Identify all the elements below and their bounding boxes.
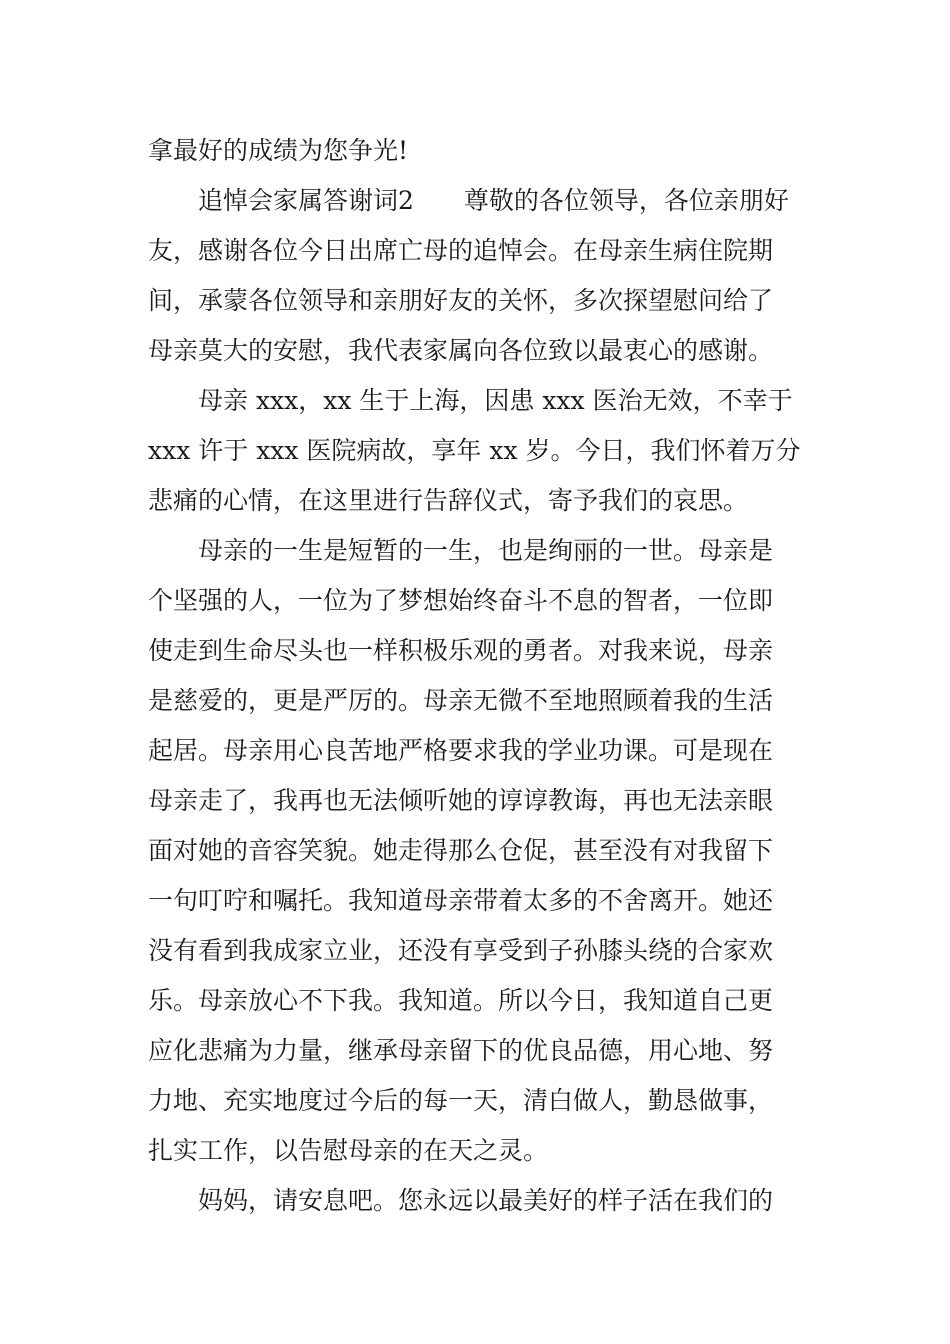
text-line: 一句叮咛和嘱托。我知道母亲带着太多的不舍离开。她还 [148,886,774,915]
paragraph-mother-info [148,376,810,526]
document-body [148,126,810,1226]
paragraph-mother-life [148,526,810,1176]
text-line: 乐。母亲放心不下我。我知道。所以今日，我知道自己更 [148,986,774,1015]
text-line: 拿最好的成绩为您争光! [148,136,409,165]
text-line: 悲痛的心情，在这里进行告辞仪式，寄予我们的哀思。 [148,486,749,515]
text-line: 个坚强的人，一位为了梦想始终奋斗不息的智者，一位即 [148,586,774,615]
paragraph-farewell [148,1176,810,1226]
text-line: 扎实工作，以告慰母亲的在天之灵。 [148,1136,549,1165]
text-line: 母亲走了，我再也无法倾听她的谆谆教诲，再也无法亲眼 [148,786,774,815]
paragraph-eulogy-opening [148,176,810,376]
paragraph-closing-continued [148,126,810,176]
text-line: 面对她的音容笑貌。她走得那么仓促，甚至没有对我留下 [148,836,774,865]
text-line: 友，感谢各位今日出席亡母的追悼会。在母亲生病住院期 [148,236,774,265]
text-line: 是慈爱的，更是严厉的。母亲无微不至地照顾着我的生活 [148,686,774,715]
text-line: 母亲莫大的安慰，我代表家属向各位致以最衷心的感谢。 [148,336,774,365]
text-line: 应化悲痛为力量，继承母亲留下的优良品德，用心地、努 [148,1036,774,1065]
text-line: 间，承蒙各位领导和亲朋好友的关怀，多次探望慰问给了 [148,286,774,315]
text-line: 使走到生命尽头也一样积极乐观的勇者。对我来说，母亲 [148,636,774,665]
text-line: 没有看到我成家立业，还没有享受到子孙膝头绕的合家欢 [148,936,774,965]
text-line: 起居。母亲用心良苦地严格要求我的学业功课。可是现在 [148,736,774,765]
text-line: xxx 许于 xxx 医院病故，享年 xx 岁。今日，我们怀着万分 [148,436,801,465]
text-line: 追悼会家属答谢词2 尊敬的各位领导，各位亲朋好 [198,186,789,215]
text-line: 母亲的一生是短暂的一生，也是绚丽的一世。母亲是 [198,536,774,565]
text-line: 力地、充实地度过今后的每一天，清白做人，勤恳做事， [148,1086,774,1115]
text-line: 母亲 xxx，xx 生于上海，因患 xxx 医治无效，不幸于 [198,386,793,415]
text-line: 妈妈，请安息吧。您永远以最美好的样子活在我们的 [198,1186,774,1215]
